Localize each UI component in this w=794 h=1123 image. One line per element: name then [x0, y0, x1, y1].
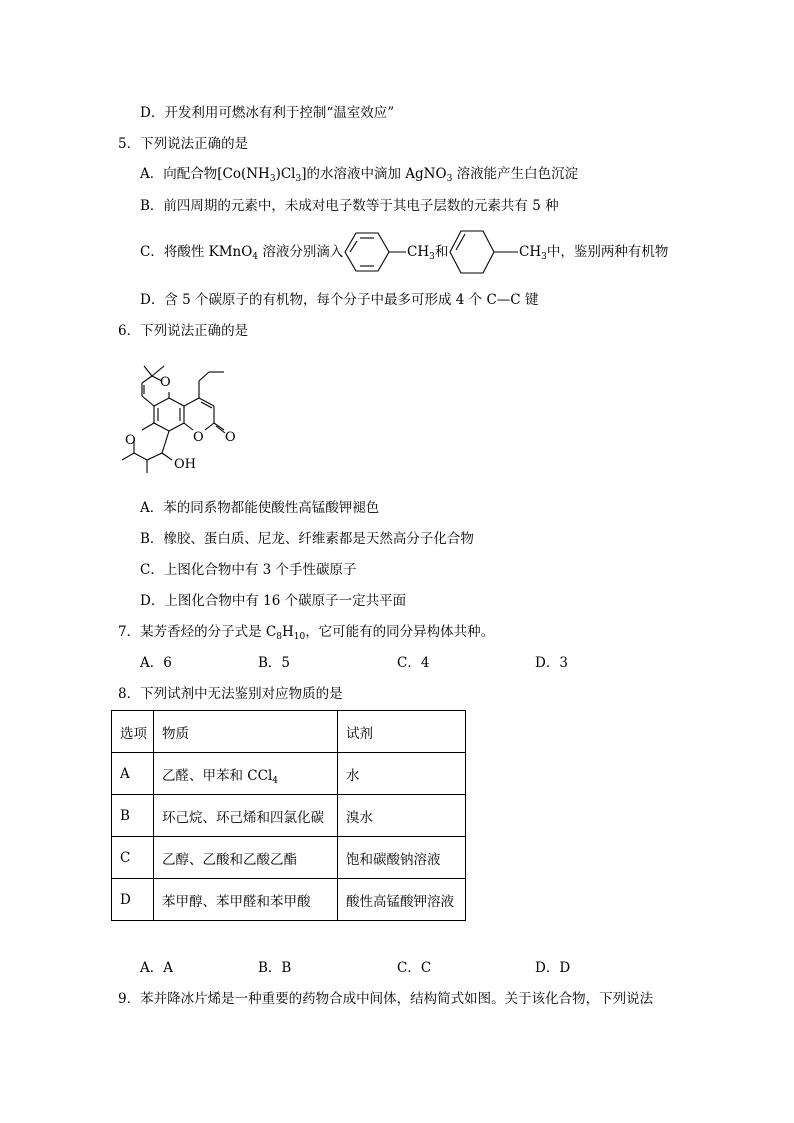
- q4-option-d: D．开发利用可燃冰有利于控制“温室效应”: [140, 105, 395, 121]
- row-substance: 乙醇、乙酸和乙酸乙酯: [154, 837, 338, 879]
- toluene-ch3-label: $CH_3$和: [407, 244, 449, 262]
- q8-stem: 8．下列试剂中无法鉴别对应物质的是: [118, 686, 343, 702]
- q5-option-b: B．前四周期的元素中，未成对电子数等于其电子层数的元素共有 5 种: [140, 198, 559, 214]
- q7-option-d: D．3: [535, 655, 568, 671]
- q6-option-b: B．橡胶、蛋白质、尼龙、纤维素都是天然高分子化合物: [140, 531, 474, 547]
- q5-stem: 5．下列说法正确的是: [118, 136, 249, 152]
- q7-option-a: A．6: [140, 655, 172, 671]
- row-substance: 环己烷、环己烯和四氯化碳: [154, 795, 338, 837]
- ring-oxygen-top-label: O: [160, 375, 171, 390]
- header-reagent: 试剂: [338, 711, 466, 753]
- q8-option-a: A．A: [140, 960, 173, 976]
- q6-option-c: C．上图化合物中有 3 个手性碳原子: [140, 562, 357, 578]
- q7-option-b: B．5: [258, 655, 291, 671]
- table-header-row: [112, 711, 466, 753]
- lactone-oxygen-label: O: [193, 430, 204, 445]
- q8-table: [111, 710, 466, 921]
- q5-option-c-end: $CH_3$中，鉴别两种有机物: [519, 244, 669, 262]
- table-row: [112, 879, 466, 921]
- ring-oxygen-bottom-label: O: [125, 433, 136, 448]
- row-reagent: 水: [338, 753, 466, 795]
- row-option: D: [112, 879, 154, 921]
- q8-option-c: C．C: [397, 960, 432, 976]
- carbonyl-oxygen-label: O: [225, 430, 236, 445]
- row-substance: 乙醛、甲苯和 CCl$_4$: [154, 753, 338, 795]
- row-option: B: [112, 795, 154, 837]
- toluene-ring-structure: [345, 233, 406, 271]
- table-row: [112, 837, 466, 879]
- q5-structures-figure: [340, 224, 510, 280]
- q5-option-a: A．向配合物$[Co(NH_3)Cl_3]$的水溶液中滴加 AgNO$_3$ 溶液能产生白色沉淀: [140, 166, 579, 184]
- header-option: 选项: [112, 711, 154, 753]
- q8-option-b: B．B: [258, 960, 292, 976]
- table-row: [112, 795, 466, 837]
- row-option: C: [112, 837, 154, 879]
- hydroxyl-label: OH: [174, 457, 196, 472]
- row-substance: 苯甲醇、苯甲醛和苯甲酸: [154, 879, 338, 921]
- row-reagent: 酸性高锰酸钾溶液: [338, 879, 466, 921]
- header-substance: 物质: [154, 711, 338, 753]
- q5-option-d: D．含 5 个碳原子的有机物，每个分子中最多可形成 4 个 C—C 键: [140, 292, 539, 308]
- q5-option-c-text: C．将酸性 KMnO$_4$ 溶液分别滴入: [140, 244, 344, 262]
- q8-option-d: D．D: [535, 960, 571, 976]
- q7-option-c: C．4: [397, 655, 430, 671]
- row-reagent: 溴水: [338, 795, 466, 837]
- row-reagent: 饱和碳酸钠溶液: [338, 837, 466, 879]
- q6-option-d: D．上图化合物中有 16 个碳原子一定共平面: [140, 593, 407, 609]
- q6-structure-figure: [112, 348, 252, 478]
- q9-stem: 9．苯并降冰片烯是一种重要的药物合成中间体，结构简式如图。关于该化合物，下列说法: [118, 991, 654, 1007]
- row-option: A: [112, 753, 154, 795]
- q6-option-a: A．苯的同系物都能使酸性高锰酸钾褪色: [140, 500, 380, 516]
- table-row: [112, 753, 466, 795]
- q6-stem: 6．下列说法正确的是: [118, 323, 249, 339]
- methylcyclohexene-ring-structure: [450, 231, 494, 273]
- q7-stem: 7．某芳香烃的分子式是 $C_8H_{10}$，它可能有的同分异构体共种。: [118, 624, 495, 642]
